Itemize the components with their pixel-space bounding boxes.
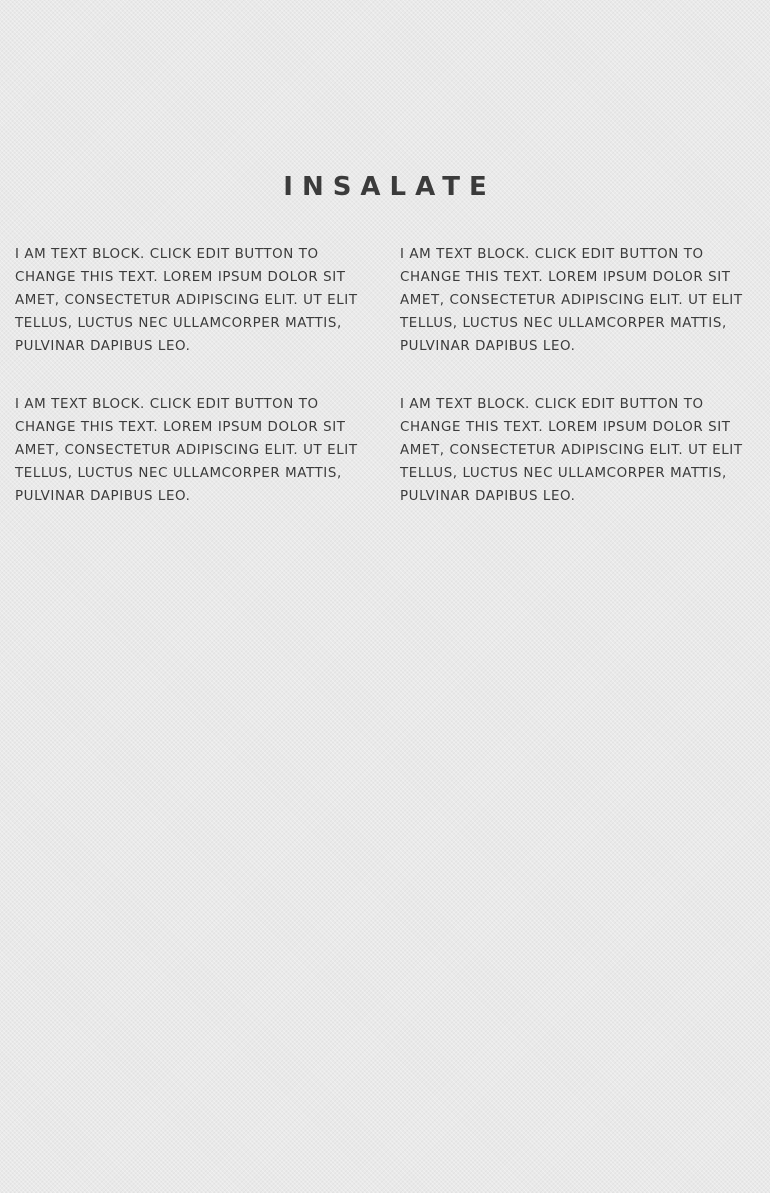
text-block-top-left: I AM TEXT BLOCK. CLICK EDIT BUTTON TO CHANGE THIS TEXT. LOREM IPSUM DOLOR SIT AMET, CONSECTETUR ADIPISCING ELIT. UT ELIT TELLUS, LUCTUS NEC ULLAMCORPER MATTIS, PULVINAR DAPIBUS LEO. (15, 247, 358, 354)
text-block-top-right: I AM TEXT BLOCK. CLICK EDIT BUTTON TO CHANGE THIS TEXT. LOREM IPSUM DOLOR SIT AMET, CONSECTETUR ADIPISCING ELIT. UT ELIT TELLUS, LUCTUS NEC ULLAMCORPER MATTIS, PULVINAR DAPIBUS LEO. (400, 247, 743, 354)
text-block-grid (15, 243, 755, 508)
text-block-bottom-left: I AM TEXT BLOCK. CLICK EDIT BUTTON TO CHANGE THIS TEXT. LOREM IPSUM DOLOR SIT AMET, CONSECTETUR ADIPISCING ELIT. UT ELIT TELLUS, LUCTUS NEC ULLAMCORPER MATTIS, PULVINAR DAPIBUS LEO. (15, 397, 358, 504)
text-block-bottom-right: I AM TEXT BLOCK. CLICK EDIT BUTTON TO CHANGE THIS TEXT. LOREM IPSUM DOLOR SIT AMET, CONSECTETUR ADIPISCING ELIT. UT ELIT TELLUS, LUCTUS NEC ULLAMCORPER MATTIS, PULVINAR DAPIBUS LEO. (400, 397, 743, 504)
section-title: INSALATE (283, 172, 496, 202)
